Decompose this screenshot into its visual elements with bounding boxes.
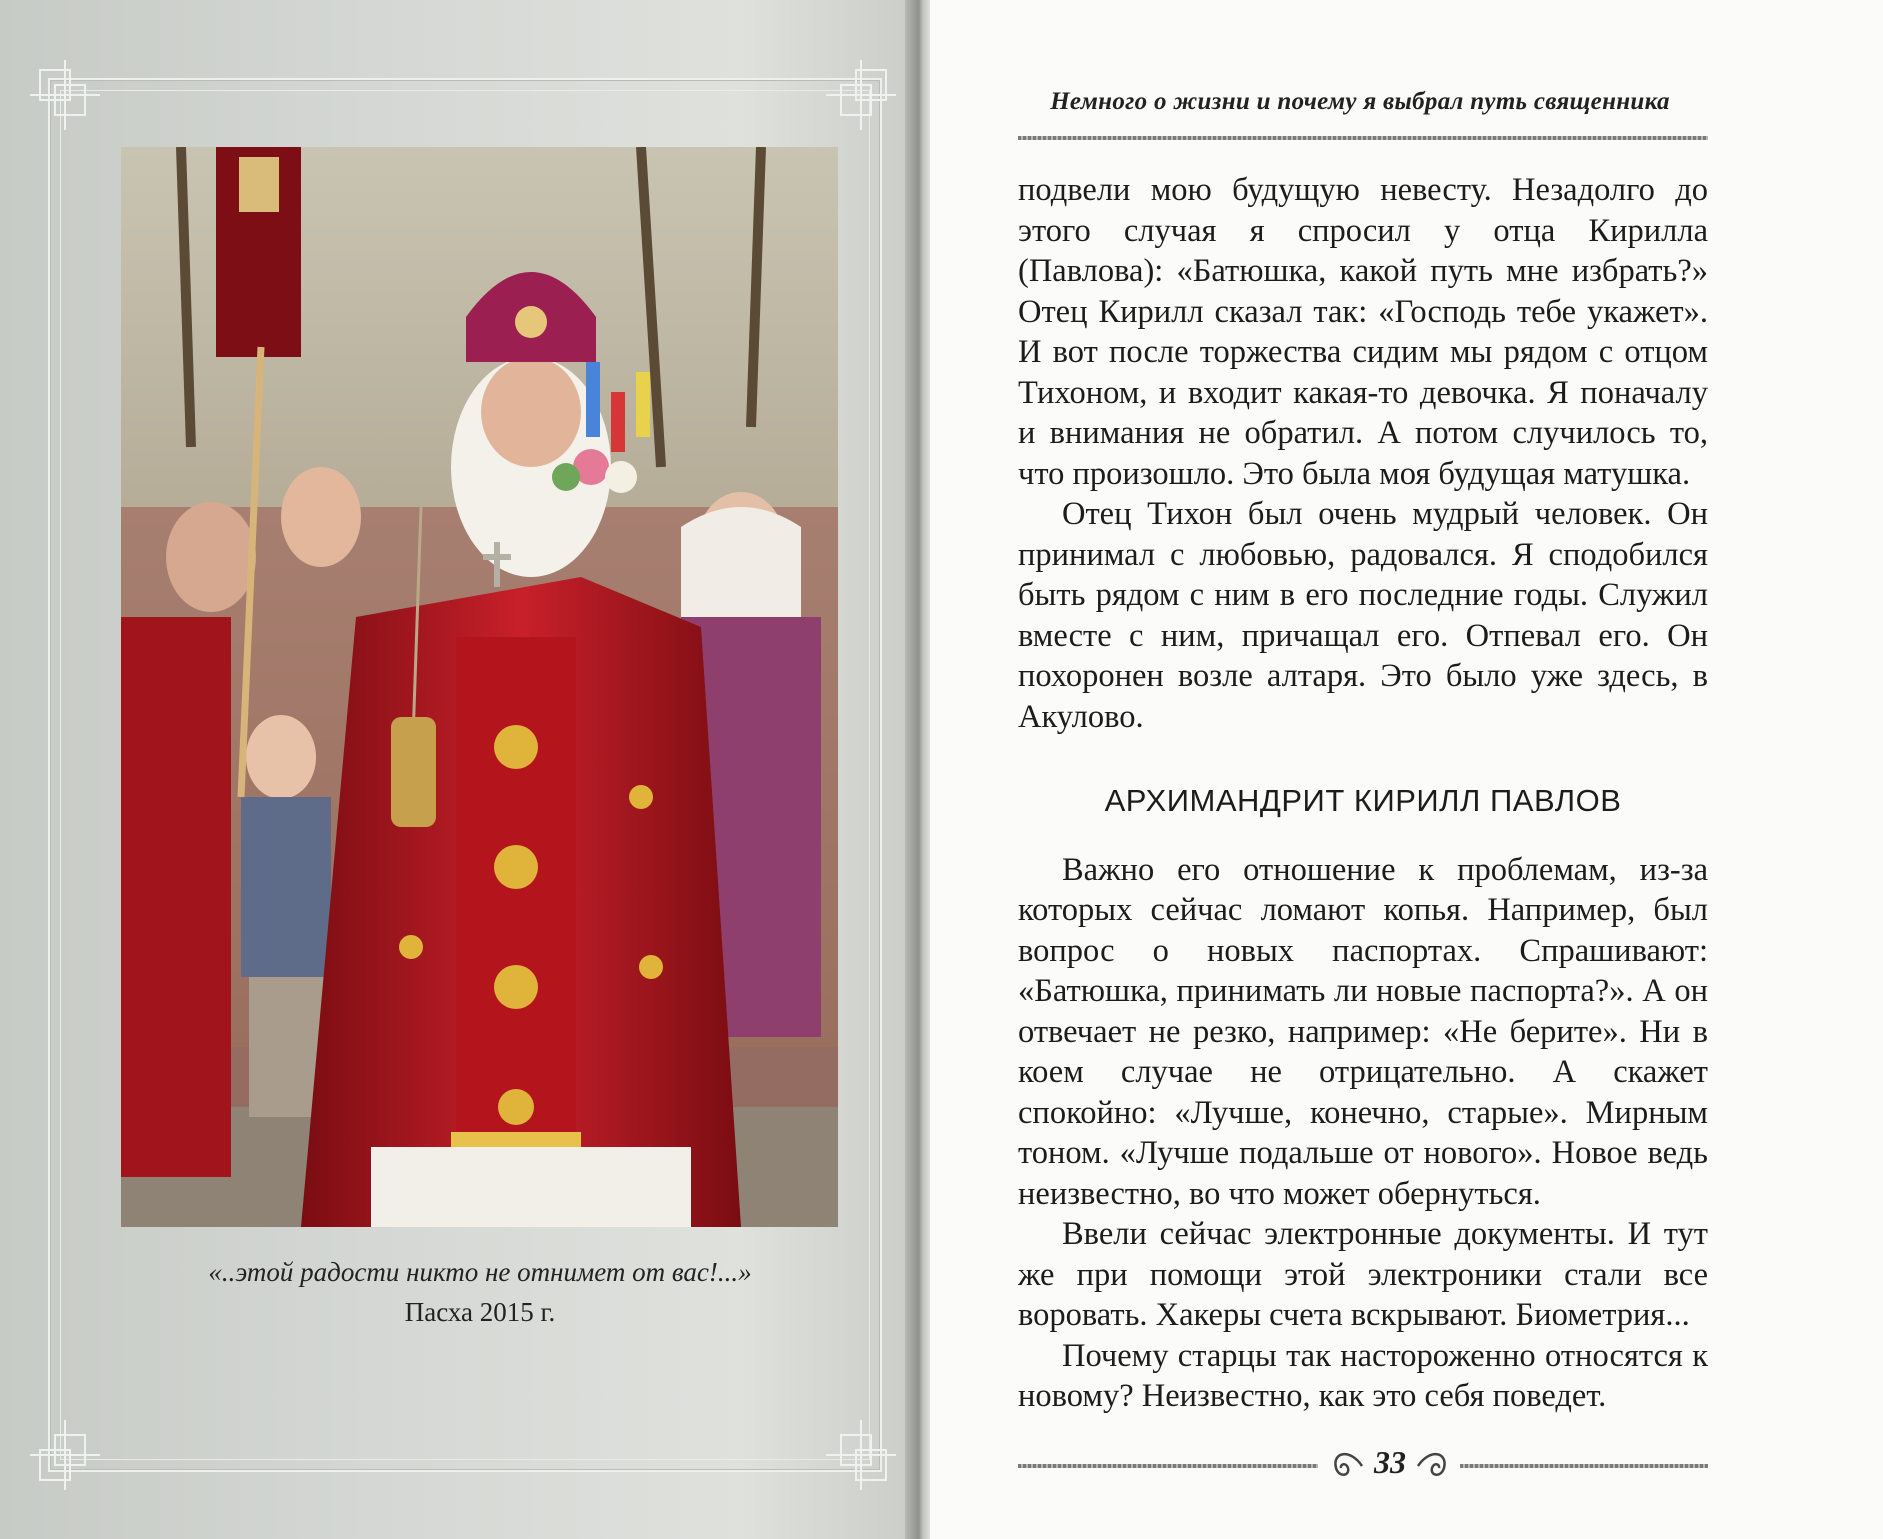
paragraph: Ввели сейчас электронные документы. И тут же при помощи этой электроники стали все воровать. Хакеры счета вскрывают. Биометрия... — [1018, 1216, 1708, 1333]
easter-procession-photo — [121, 147, 838, 1227]
left-page — [0, 0, 925, 1539]
caption-date: Пасха 2015 г. — [404, 1297, 556, 1327]
flourish-right-icon — [1416, 1446, 1450, 1486]
flourish-left-icon — [1330, 1446, 1364, 1486]
paragraph: Отец Тихон был очень мудрый человек. Он принимал с любовью, радовался. Я сподобился быть рядом с ним в его последние годы. Служил вместе с ним, причащал его. Отпевал его. Он похоронен возле алтаря. Это было уже здесь, в Акулово. — [1018, 496, 1708, 735]
frame-corner-ornament — [30, 60, 100, 130]
frame-corner-ornament — [826, 1420, 896, 1490]
section-heading: АРХИМАНДРИТ КИРИЛЛ ПАВЛОВ — [1104, 783, 1622, 818]
header-rule — [1018, 136, 1708, 140]
body-text — [1018, 170, 1708, 1417]
page-number: 33 — [1374, 1444, 1406, 1480]
frame-corner-ornament — [826, 60, 896, 130]
paragraph: подвели мою будущую невесту. Незадолго до этого случая я спросил у отца Кирилла (Павлова): «Батюшка, какой путь мне избрать?» Отец Кирилл сказал так: «Господь тебе укажет». И вот после торжества сидим мы рядом с отцом Тихоном, и входит какая-то девочка. Я поначалу и внимания не обратил. А потом случилось то, что произошло. Это была моя будущая матушка. — [1018, 172, 1708, 492]
caption-quote: «..этой радости никто не отнимет от вас!...» — [208, 1257, 752, 1287]
paragraph: Важно его отношение к проблемам, из-за которых сейчас ломают копья. Например, был вопрос о новых паспортах. Спрашивают: «Батюшка, принимать ли новые паспорта?». А он отвечает не резко, например: «Не берите». Ни в коем случае не отрицательно. А скажет спокойно: «Лучше, конечно, старые». Мирным тоном. «Лучше подальше от нового». Новое ведь неизвестно, во что может обернуться. — [1018, 851, 1708, 1212]
frame-corner-ornament — [30, 1420, 100, 1490]
page-number-block — [1330, 1440, 1450, 1490]
paragraph: Почему старцы так настороженно относятся к новому? Неизвестно, как это себя поведет. — [1018, 1337, 1708, 1414]
running-head: Немного о жизни и почему я выбрал путь священника — [1050, 88, 1670, 115]
footer-rule — [1460, 1464, 1708, 1468]
footer-rule — [1018, 1464, 1318, 1468]
photo-caption — [100, 1252, 860, 1332]
right-page — [930, 0, 1883, 1539]
